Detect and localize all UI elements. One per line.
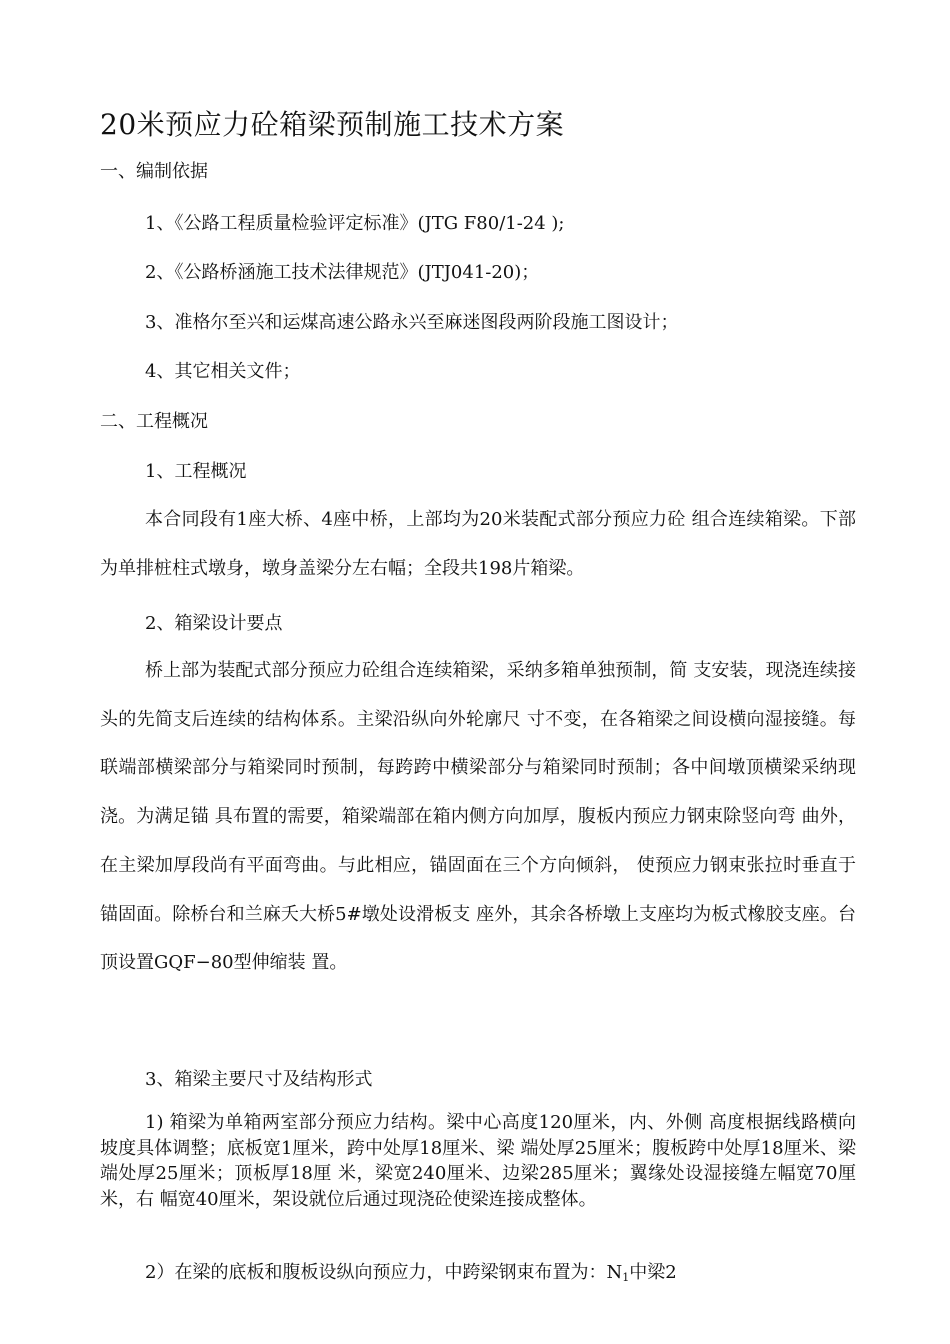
prestress-text-before: 2）在梁的底板和腹板设纵向预应力，中跨梁钢束布置为：N bbox=[145, 1262, 623, 1283]
dimensions-paragraph-2 bbox=[145, 1258, 677, 1284]
basis-item-3: 3、准格尔至兴和运煤高速公路永兴至麻迷图段两阶段施工图设计； bbox=[145, 312, 679, 333]
subsection-heading-design-points: 2、箱梁设计要点 bbox=[145, 613, 283, 634]
subsection-heading-overview: 1、工程概况 bbox=[145, 461, 247, 482]
basis-item-4: 4、其它相关文件； bbox=[145, 361, 301, 382]
prestress-text-after: 中梁2 bbox=[629, 1262, 677, 1283]
design-points-paragraph: 桥上部为装配式部分预应力砼组合连续箱梁，采纳多箱单独预制，简 支安装，现浇连续接头的先简支后连续的结构体系。主梁沿纵向外轮廓尺 寸不变，在各箱梁之间设横向湿接缝。每联端部横梁部分与箱梁同时预制，每跨跨中横梁部分与箱梁同时预制；各中间墩顶横梁采纳现浇。为满足锚 具布置的需要，箱梁端部在箱内侧方向加厚，腹板内预应力钢束除竖向弯 曲外，在主梁加厚段尚有平面弯曲。与此相应，锚固面在三个方向倾斜， 使预应力钢束张拉时垂直于锚固面。除桥台和兰麻夭大桥5#墩处设滑板支 座外，其余各桥墩上支座均为板式橡胶支座。台顶设置GQF−80型伸缩装 置。 bbox=[100, 660, 856, 974]
subsection-heading-dimensions: 3、箱梁主要尺寸及结构形式 bbox=[145, 1069, 373, 1090]
section-heading-overview: 二、工程概况 bbox=[100, 411, 208, 432]
basis-item-1: 1、《公路工程质量检验评定标准》(JTG F80/1-24 ); bbox=[145, 213, 565, 234]
overview-paragraph: 本合同段有1座大桥、4座中桥，上部均为20米装配式部分预应力砼 组合连续箱梁。下部为单排桩柱式墩身，墩身盖梁分左右幅；全段共198片箱梁。 bbox=[100, 509, 856, 579]
basis-item-2: 2、《公路桥涵施工技术法律规范》(JTJ041-20)； bbox=[145, 262, 540, 283]
prestress-subscript: 1 bbox=[622, 1271, 630, 1284]
dimensions-paragraph-1: 1) 箱梁为单箱两室部分预应力结构。梁中心高度120厘米，内、外侧 高度根据线路横向坡度具体调整；底板宽1厘米，跨中处厚18厘米、梁 端处厚25厘米；腹板跨中处厚18厘米、梁端处厚25厘米；顶板厚18厘 米，梁宽240厘米、边梁285厘米；翼缘处设湿接缝左幅宽70厘米，右 幅宽40厘米，架设就位后通过现浇砼使梁连接成整体。 bbox=[100, 1112, 856, 1210]
document-title: 20米预应力砼箱梁预制施工技术方案 bbox=[100, 108, 565, 141]
section-heading-basis: 一、编制依据 bbox=[100, 161, 208, 182]
